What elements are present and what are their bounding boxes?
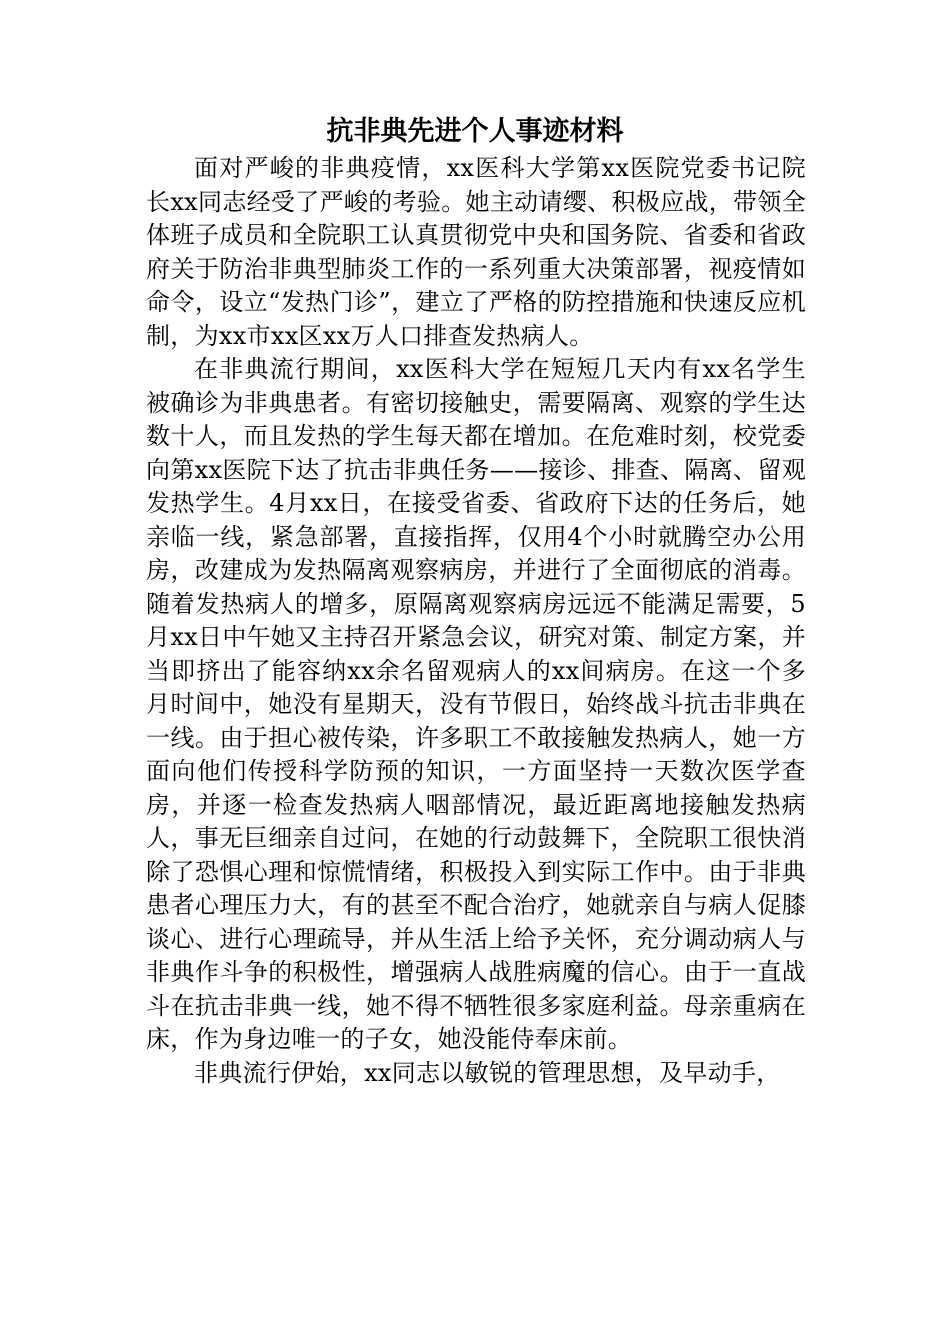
document-title: 抗非典先进个人事迹材料 bbox=[326, 116, 624, 147]
document-body bbox=[146, 152, 806, 1090]
paragraph-2: 在非典流行期间，xx医科大学在短短几天内有xx名学生被确诊为非典患者。有密切接触史，需要隔离、观察的学生达数十人，而且发热的学生每天都在增加。在危难时刻，校党委向第xx医院下达了抗击非典任务——接诊、排查、隔离、留观发热学生。4月xx日，在接受省委、省政府下达的任务后，她亲临一线，紧急部署，直接指挥，仅用4个小时就腾空办公用房，改建成为发热隔离观察病房，并进行了全面彻底的消毒。随着发热病人的增多，原隔离观察病房远远不能满足需要，5月xx日中午她又主持召开紧急会议，研究对策、制定方案，并当即挤出了能容纳xx余名留观病人的xx间病房。在这一个多月时间中，她没有星期天，没有节假日，始终战斗抗击非典在一线。由于担心被传染，许多职工不敢接触发热病人，她一方面向他们传授科学防预的知识，一方面坚持一天数次医学查房，并逐一检查发热病人咽部情况，最近距离地接触发热病人，事无巨细亲自过问，在她的行动鼓舞下，全院职工很快消除了恐惧心理和惊慌情绪，积极投入到实际工作中。由于非典患者心理压力大，有的甚至不配合治疗，她就亲自与病人促膝谈心、进行心理疏导，并从生活上给予关怀，充分调动病人与非典作斗争的积极性，增强病人战胜病魔的信心。由于一直战斗在抗击非典一线，她不得不牺牲很多家庭利益。母亲重病在床，作为身边唯一的子女，她没能侍奉床前。 bbox=[146, 355, 806, 1053]
paragraph-1: 面对严峻的非典疫情，xx医科大学第xx医院党委书记院长xx同志经受了严峻的考验。她主动请缨、积极应战，带领全体班子成员和全院职工认真贯彻党中央和国务院、省委和省政府关于防治非典型肺炎工作的一系列重大决策部署，视疫情如命令，设立“发热门诊”，建立了严格的防控措施和快速反应机制，为xx市xx区xx万人口排查发热病人。 bbox=[146, 154, 806, 350]
paragraph-3: 非典流行伊始，xx同志以敏锐的管理思想，及早动手， bbox=[194, 1058, 781, 1087]
